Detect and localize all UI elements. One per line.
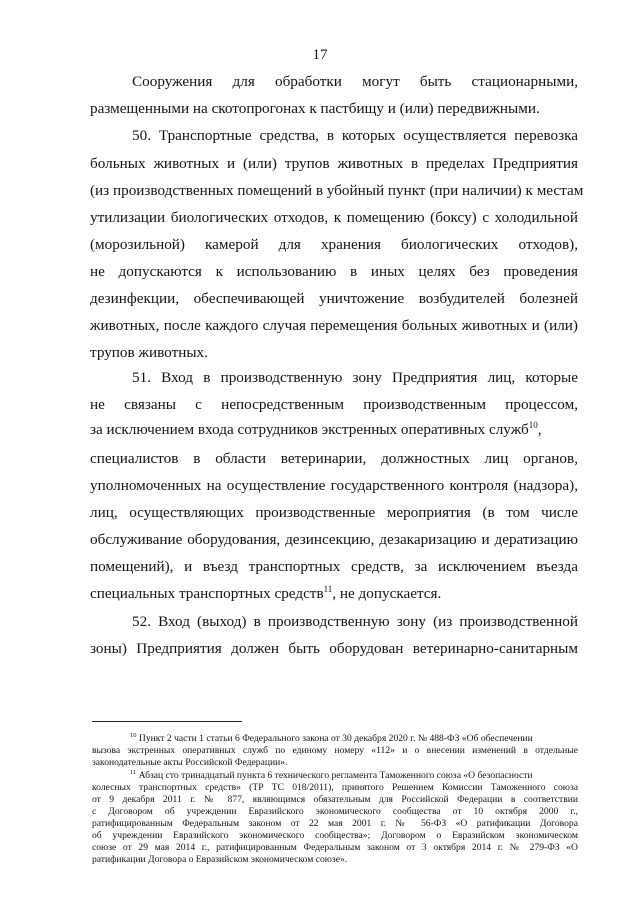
footnote-11-text: Абзац сто тринадцатый пункта 6 технического регламента Таможенного союза «О безопасности <box>136 770 533 781</box>
footnote-11-line <box>130 770 578 782</box>
paragraph-51-line: 51. Вход в производственную зону Предприятия лиц, которые <box>132 369 578 386</box>
footnote-11-line: колесных транспортных средств» (ТР ТС 018/2011), принятого Решением Комиссии Таможенного союза <box>92 782 578 793</box>
paragraph-49-line: размещенными на скотопрогонах к пастбищу и (или) передвижными. <box>90 100 540 117</box>
paragraph-50-line: дезинфекции, обеспечивающей уничтожение возбудителей болезней <box>90 290 578 307</box>
footnote-11-line: с Договором об учреждении Евразийского экономического сообщества от 10 октября 2000 г., <box>92 806 578 817</box>
footnote-10-text: Пункт 2 части 1 статьи 6 Федерального закона от 30 декабря 2020 г. № 488-ФЗ «Об обеспечении <box>136 733 533 744</box>
paragraph-50-line: утилизации биологических отходов, к помещению (боксу) с холодильной <box>90 209 578 226</box>
footnote-10-marker: 10 <box>130 732 137 739</box>
paragraph-50-line: не допускаются к использованию в иных целях без проведения <box>90 263 578 280</box>
footnote-11-marker: 11 <box>130 769 137 776</box>
footnote-11-line: ратифицированным Федеральным законом от 22 мая 2001 г. № 56-ФЗ «О ратификации Договора <box>92 818 578 829</box>
paragraph-51-text: , не допускается. <box>332 585 442 602</box>
paragraph-50-line: (морозильной) камерой для хранения биологических отходов), <box>90 236 578 253</box>
page-number: 17 <box>312 47 328 63</box>
paragraph-51-line: обслуживание оборудования, дезинсекцию, дезакаризацию и дератизацию <box>90 531 578 548</box>
paragraph-51-line: специалистов в области ветеринарии, должностных лиц органов, <box>90 450 578 467</box>
footnote-11-line: об учреждении Евразийского экономического сообщества»; Договором о Евразийском экономическом <box>92 830 578 841</box>
footnote-10-line: законодательные акты Российской Федерации». <box>92 757 288 768</box>
paragraph-50-line: трупов животных. <box>90 344 208 361</box>
footnote-11-line: от 9 декабря 2011 г. № 877, являющимся обязательным для Российской Федерации в соответствии <box>92 794 578 805</box>
paragraph-50-line: (из производственных помещений в убойный пункт (при наличии) к местам <box>90 182 584 199</box>
paragraph-51-line: лиц, осуществляющих производственные мероприятия (в том числе <box>90 504 578 521</box>
footnote-ref-11[interactable]: 11 <box>323 584 333 594</box>
paragraph-51-line: уполномоченных на осуществление государственного контроля (надзора), <box>90 477 578 494</box>
paragraph-50-line: больных животных и (или) трупов животных в пределах Предприятия <box>90 155 578 172</box>
paragraph-51-line: помещений), и въезд транспортных средств, за исключением въезда <box>90 558 578 575</box>
paragraph-51-text: , <box>537 421 542 438</box>
footnote-10-line <box>130 733 578 745</box>
paragraph-50-line: 50. Транспортные средства, в которых осуществляется перевозка <box>132 127 578 144</box>
paragraph-51-text: за исключением входа сотрудников экстренных оперативных служб <box>90 421 529 438</box>
paragraph-51-text: специальных транспортных средств <box>90 585 324 602</box>
footnote-10-line: вызова экстренных оперативных служб по единому номеру «112» и о внесении изменений в отдельные <box>92 745 578 756</box>
paragraph-51-line <box>90 585 578 603</box>
paragraph-51-line <box>90 421 578 439</box>
footnote-11-line: ратификации Договора о Евразийском экономическом союзе». <box>92 854 348 865</box>
paragraph-51-line: не связаны с непосредственным производственным процессом, <box>90 396 578 413</box>
footnote-ref-10[interactable]: 10 <box>528 420 538 430</box>
paragraph-49-line: Сооружения для обработки могут быть стационарными, <box>132 73 578 90</box>
footnote-separator <box>92 721 242 722</box>
paragraph-52-line: 52. Вход (выход) в производственную зону (из производственной <box>132 613 578 630</box>
paragraph-52-line: зоны) Предприятия должен быть оборудован ветеринарно-санитарным <box>90 640 578 657</box>
footnote-11-line: союзе от 29 мая 2014 г., ратифицированным Федеральным законом от 3 октября 2014 г. № 279-ФЗ «О <box>92 842 578 853</box>
paragraph-50-line: животных, после каждого случая перемещения больных животных и (или) <box>90 317 578 334</box>
